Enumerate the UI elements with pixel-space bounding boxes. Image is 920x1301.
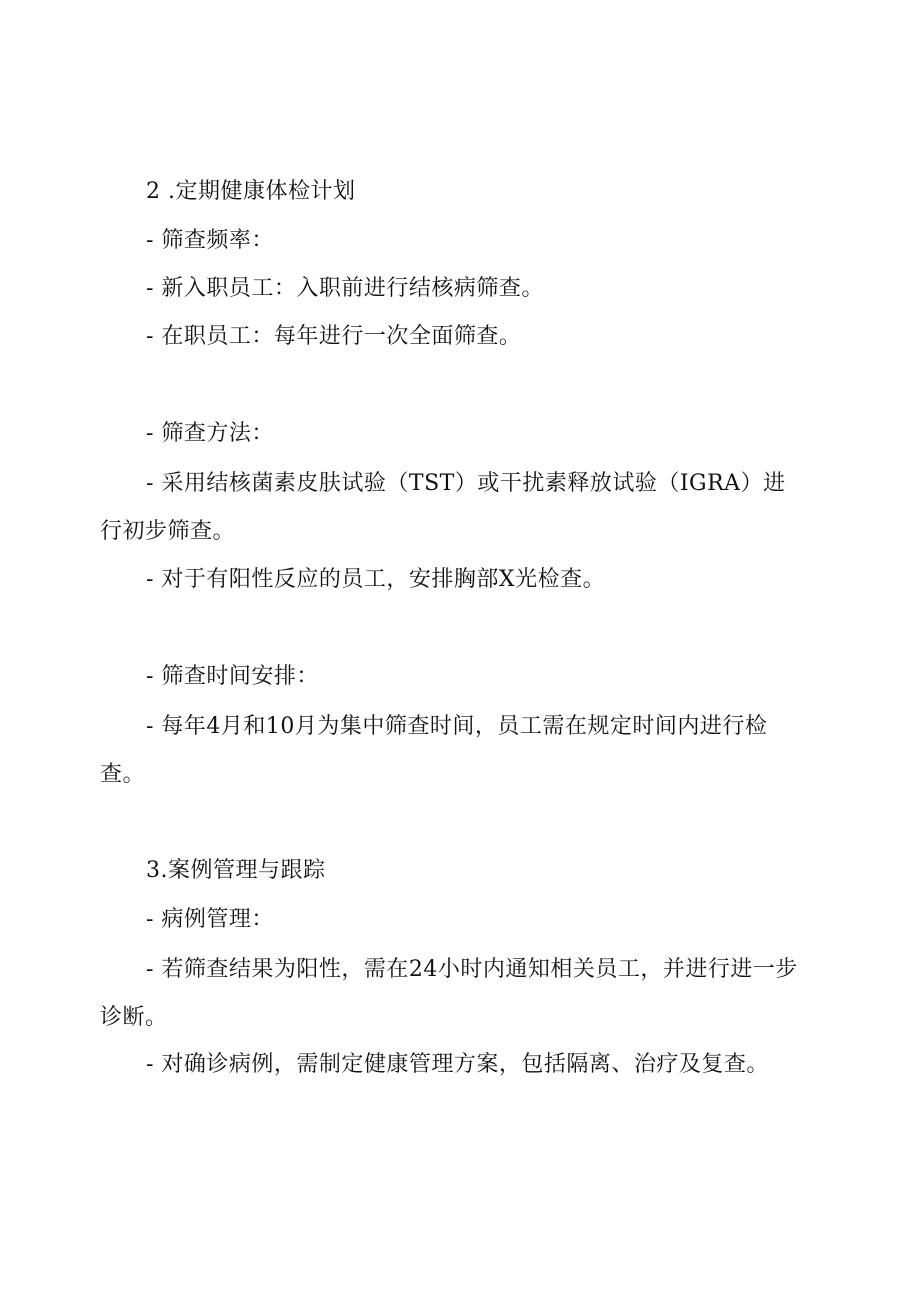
schedule-label: - 筛查时间安排： <box>146 664 319 689</box>
section-2-heading: 2 .定期健康体检计划 <box>146 179 356 204</box>
frequency-current-employees: - 在职员工：每年进行一次全面筛查。 <box>146 324 522 349</box>
method-label: - 筛查方法： <box>146 421 274 446</box>
frequency-new-employees: - 新入职员工：入职前进行结核病筛查。 <box>146 276 544 301</box>
section-3-heading: 3.案例管理与跟踪 <box>146 858 326 883</box>
method-tests: - 采用结核菌素皮肤试验（TST）或干扰素释放试验（IGRA）进行初步筛查。 <box>100 471 786 544</box>
case-confirmed-handling: - 对确诊病例，需制定健康管理方案，包括隔离、治疗及复查。 <box>146 1052 769 1077</box>
schedule-detail: - 每年4月和10月为集中筛查时间，员工需在规定时间内进行检查。 <box>100 714 768 787</box>
case-positive-handling: - 若筛查结果为阳性，需在24小时内通知相关员工，并进行进一步诊断。 <box>100 957 798 1030</box>
method-xray: - 对于有阳性反应的员工，安排胸部X光检查。 <box>146 567 606 592</box>
frequency-label: - 筛查频率： <box>146 228 274 253</box>
case-management-label: - 病例管理： <box>146 907 274 932</box>
